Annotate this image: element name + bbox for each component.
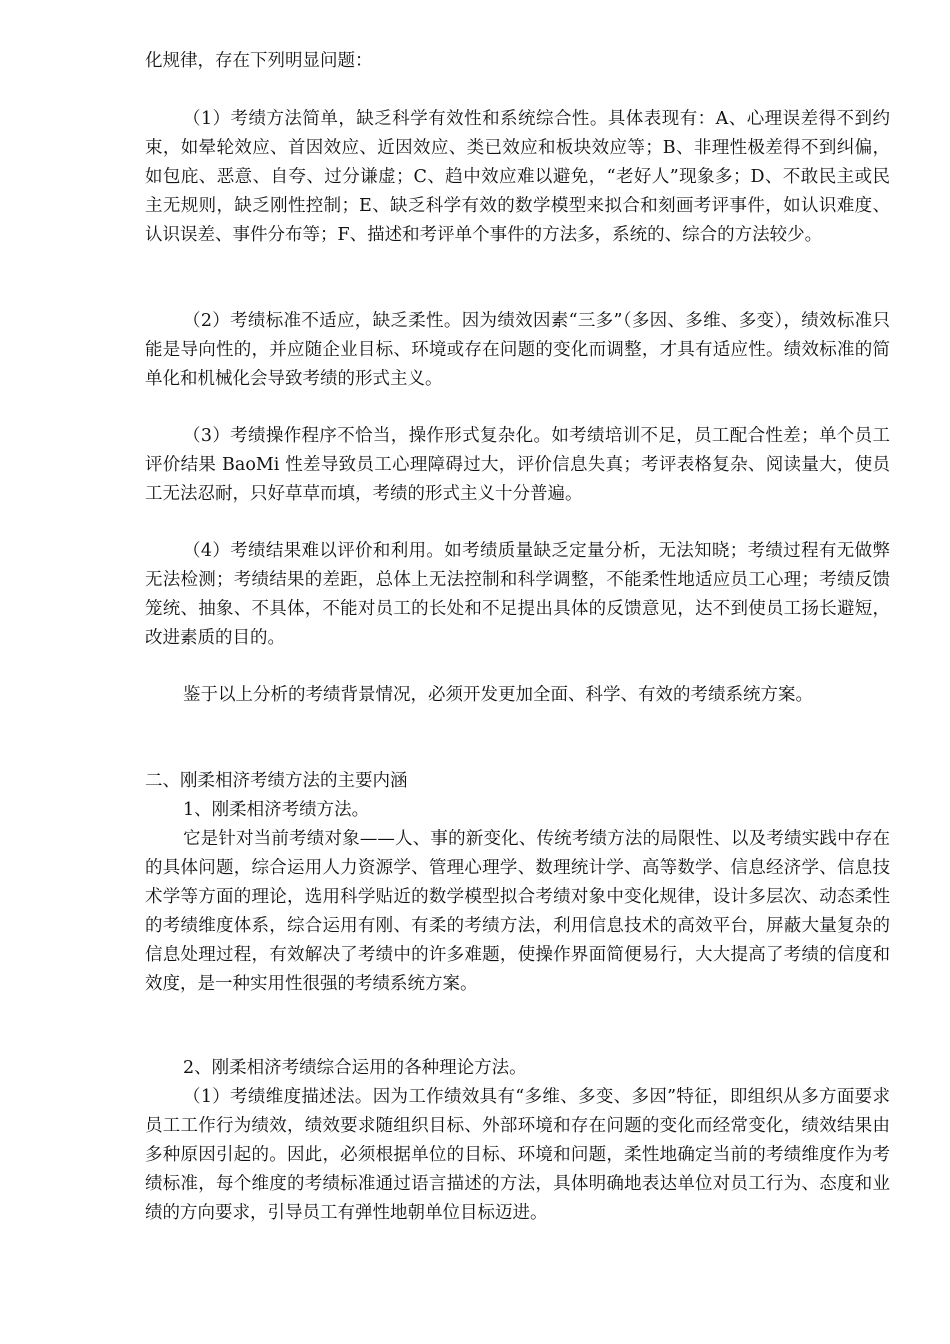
paragraph-problem-2: （2）考绩标准不适应，缺乏柔性。因为绩效因素“三多”（多因、多维、多变），绩效标准只能是导向性的，并应随企业目标、环境或存在问题的变化而调整，才具有适应性。绩效标准的简单化和机械化会导致考绩的形式主义。 [145, 311, 890, 389]
paragraph-conclusion: 鉴于以上分析的考绩背景情况，必须开发更加全面、科学、有效的考绩系统方案。 [183, 685, 813, 705]
paragraph-dimension-method: （1）考绩维度描述法。因为工作绩效具有“多维、多变、多因”特征，即组织从多方面要求员工工作行为绩效，绩效要求随组织目标、外部环境和存在问题的变化而经常变化，绩效结果由多种原因引起的。因此，必须根据单位的目标、环境和问题，柔性地确定当前的考绩维度作为考绩标准，每个维度的考绩标准通过语言描述的方法，具体明确地表达单位对员工行为、态度和业绩的方向要求，引导员工有弹性地朝单位目标迈进。 [145, 1087, 890, 1223]
paragraph-problem-1: （1）考绩方法简单，缺乏科学有效性和系统综合性。具体表现有：A、心理误差得不到约束，如晕轮效应、首因效应、近因效应、类已效应和板块效应等；B、非理性极差得不到纠偏，如包庇、恶意、自夸、过分谦虚；C、趋中效应难以避免，“老好人”现象多；D、不敢民主或民主无规则，缺乏刚性控制；E、缺乏科学有效的数学模型来拟合和刻画考评事件，如认识难度、认识误差、事件分布等；F、描述和考评单个事件的方法多，系统的、综合的方法较少。 [145, 109, 890, 245]
paragraph-problem-3: （3）考绩操作程序不恰当，操作形式复杂化。如考绩培训不足，员工配合性差；单个员工评价结果 BaoMi 性差导致员工心理障碍过大，评价信息失真；考评表格复杂、阅读量大，使员工无法忍耐，只好草草而填，考绩的形式主义十分普遍。 [145, 426, 890, 504]
paragraph-method-description: 它是针对当前考绩对象——人、事的新变化、传统考绩方法的局限性、以及考绩实践中存在的具体问题，综合运用人力资源学、管理心理学、数理统计学、高等数学、信息经济学、信息技术学等方面的理论，选用科学贴近的数学模型拟合考绩对象中变化规律，设计多层次、动态柔性的考绩维度体系，综合运用有刚、有柔的考绩方法，利用信息技术的高效平台，屏蔽大量复杂的信息处理过程，有效解决了考绩中的许多难题，使操作界面简便易行，大大提高了考绩的信度和效度，是一种实用性很强的考绩系统方案。 [145, 829, 890, 994]
paragraph-problem-4: （4）考绩结果难以评价和利用。如考绩质量缺乏定量分析，无法知晓；考绩过程有无做弊无法检测；考绩结果的差距，总体上无法控制和科学调整，不能柔性地适应员工心理；考绩反馈笼统、抽象、不具体，不能对员工的长处和不足提出具体的反馈意见，达不到使员工扬长避短，改进素质的目的。 [145, 541, 890, 648]
subsection-heading-1: 1、刚柔相济考绩方法。 [183, 800, 370, 820]
subsection-heading-2: 2、刚柔相济考绩综合运用的各种理论方法。 [183, 1058, 527, 1078]
section-heading: 二、刚柔相济考绩方法的主要内涵 [145, 771, 408, 791]
paragraph-intro-continuation: 化规律，存在下列明显问题： [145, 51, 373, 71]
